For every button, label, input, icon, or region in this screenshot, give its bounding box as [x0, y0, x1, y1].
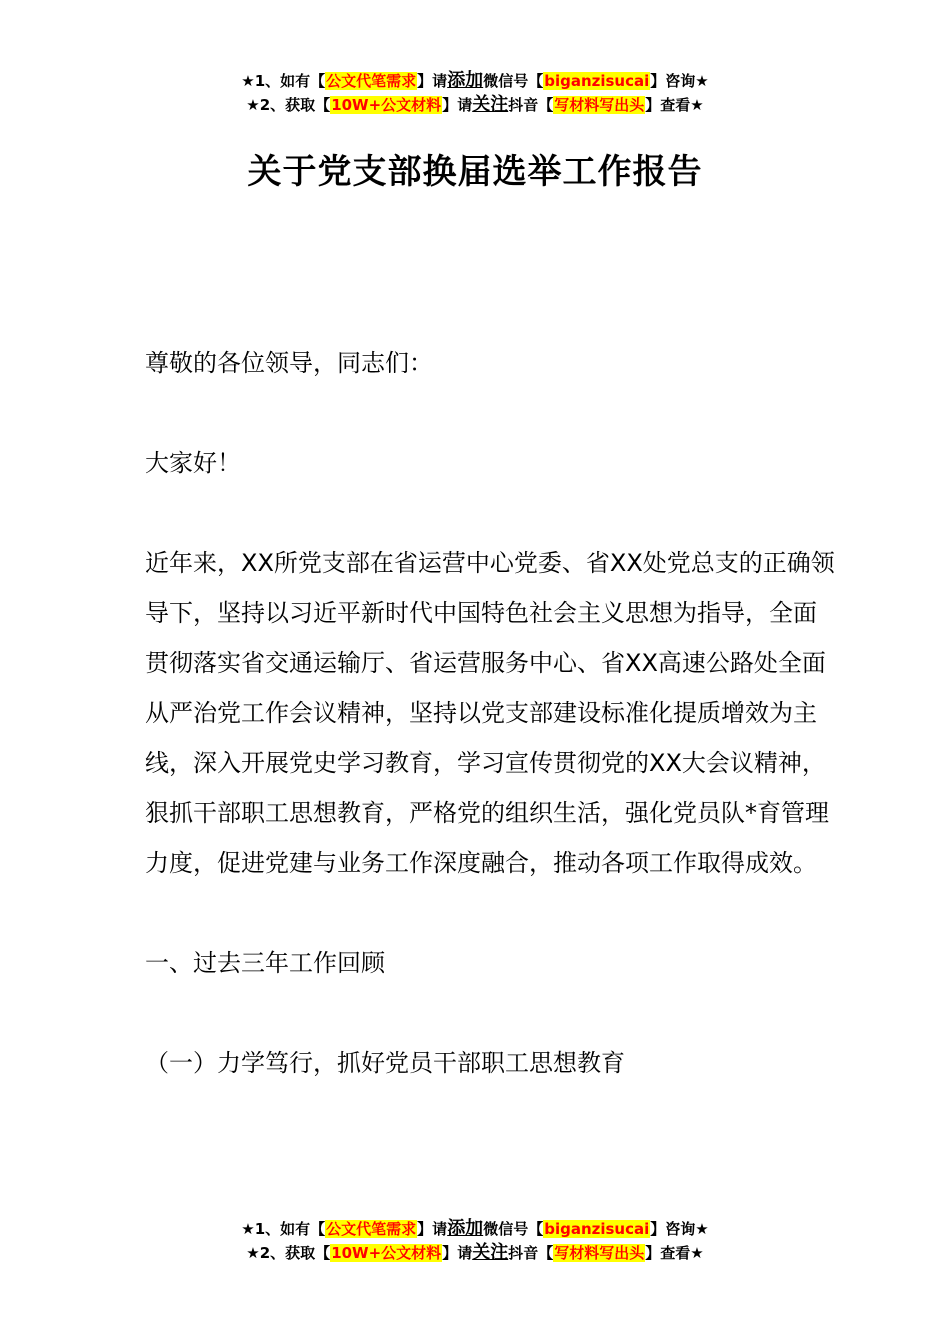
banner-line-1: [0, 1217, 950, 1241]
greeting: 大家好！: [145, 449, 241, 477]
wechat-id-highlight: biganzisucai: [544, 1220, 650, 1238]
banner-text: 】查看★: [645, 96, 704, 114]
add-emphasis: 添加: [447, 1218, 484, 1239]
banner-text: 】咨询★: [650, 72, 709, 90]
follow-emphasis: 关注: [472, 1242, 509, 1263]
document-title: 关于党支部换届选举工作报告: [247, 152, 703, 192]
banner-text: 抖音【: [508, 96, 554, 114]
footer-banner: [0, 1217, 950, 1265]
banner-line-2: [0, 1241, 950, 1265]
banner-text: 】请: [442, 1244, 473, 1262]
wechat-id-highlight: biganzisucai: [544, 72, 650, 90]
add-emphasis: 添加: [447, 70, 484, 91]
salutation: 尊敬的各位领导，同志们：: [145, 349, 433, 377]
banner-text: ★2、获取【: [246, 1244, 331, 1262]
materials-highlight: 10W+公文材料: [331, 1244, 442, 1262]
service-highlight: 公文代笔需求: [326, 1220, 417, 1238]
banner-line-2: [0, 93, 950, 117]
banner-text: ★1、如有【: [241, 72, 326, 90]
follow-emphasis: 关注: [472, 94, 509, 115]
banner-text: 】请: [417, 72, 448, 90]
banner-text: ★1、如有【: [241, 1220, 326, 1238]
douyin-id-highlight: 写材料写出头: [554, 96, 645, 114]
banner-text: 抖音【: [508, 1244, 554, 1262]
header-banner: [0, 69, 950, 117]
banner-line-1: [0, 69, 950, 93]
banner-text: 】请: [442, 96, 473, 114]
banner-text: 】查看★: [645, 1244, 704, 1262]
banner-text: 】咨询★: [650, 1220, 709, 1238]
document-body: [145, 338, 835, 1138]
banner-text: ★2、获取【: [246, 96, 331, 114]
douyin-id-highlight: 写材料写出头: [554, 1244, 645, 1262]
banner-text: 微信号【: [483, 72, 544, 90]
materials-highlight: 10W+公文材料: [331, 96, 442, 114]
banner-text: 微信号【: [483, 1220, 544, 1238]
service-highlight: 公文代笔需求: [326, 72, 417, 90]
intro-paragraph: 近年来，XX所党支部在省运营中心党委、省XX处党总支的正确领导下，坚持以习近平新时代中国特色社会主义思想为指导，全面贯彻落实省交通运输厅、省运营服务中心、省XX高速公路处全面从严治党工作会议精神，坚持以党支部建设标准化提质增效为主线，深入开展党史学习教育，学习宣传贯彻党的XX大会议精神，狠抓干部职工思想教育，严格党的组织生活，强化党员队*育管理力度，促进党建与业务工作深度融合，推动各项工作取得成效。: [145, 549, 835, 877]
section-heading: 一、过去三年工作回顾: [145, 949, 385, 977]
subsection-heading: （一）力学笃行，抓好党员干部职工思想教育: [145, 1049, 625, 1077]
banner-text: 】请: [417, 1220, 448, 1238]
